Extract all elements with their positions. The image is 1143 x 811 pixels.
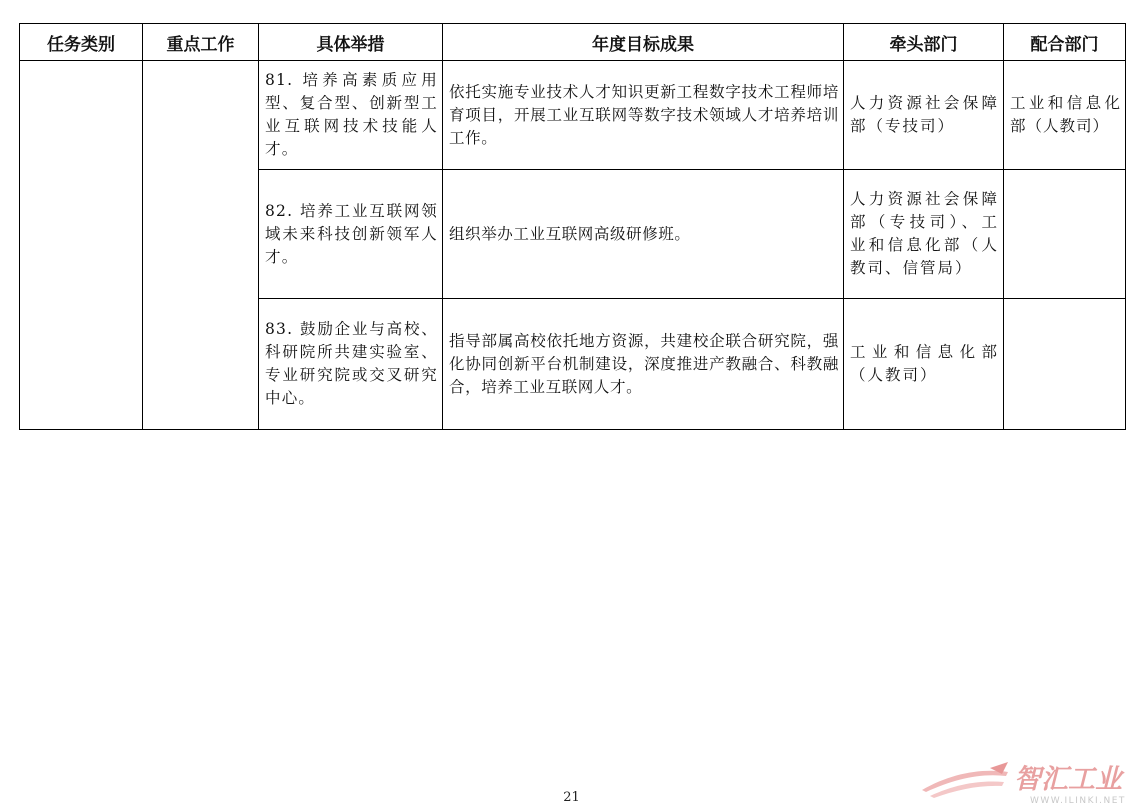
goal-cell: 依托实施专业技术人才知识更新工程数字技术工程师培育项目，开展工业互联网等数字技术领域人才培养培训工作。 [443,61,844,170]
page-number: 21 [563,790,580,805]
header-task-category: 任务类别 [20,24,143,61]
table-header-row [20,24,1126,61]
watermark-brand-text: 智汇工业 [1014,764,1122,795]
table-row [20,61,1126,170]
lead-department-cell: 人力资源社会保障部（专技司） [844,61,1004,170]
header-annual-goals: 年度目标成果 [443,24,844,61]
watermark-url-text: WWW.ILINKI.NET [1030,796,1126,806]
lead-department-cell: 人力资源社会保障部（专技司）、工业和信息化部（人教司、信管局） [844,170,1004,299]
key-work-cell [143,61,259,430]
header-specific-measures: 具体举措 [259,24,443,61]
cooperating-department-cell [1004,170,1126,299]
header-cooperating-department: 配合部门 [1004,24,1126,61]
watermark-logo [920,760,1135,806]
cooperating-department-cell: 工业和信息化部（人教司） [1004,61,1126,170]
header-key-work: 重点工作 [143,24,259,61]
task-category-cell [20,61,143,430]
watermark-swoosh-icon [922,762,1008,798]
goal-cell: 指导部属高校依托地方资源，共建校企联合研究院，强化协同创新平台机制建设，深度推进产教融合、科教融合，培养工业互联网人才。 [443,299,844,430]
header-lead-department: 牵头部门 [844,24,1004,61]
goal-cell: 组织举办工业互联网高级研修班。 [443,170,844,299]
measure-cell: 81. 培养高素质应用型、复合型、创新型工业互联网技术技能人才。 [259,61,443,170]
cooperating-department-cell [1004,299,1126,430]
measure-cell: 82. 培养工业互联网领域未来科技创新领军人才。 [259,170,443,299]
task-table [19,23,1126,430]
measure-cell: 83. 鼓励企业与高校、科研院所共建实验室、专业研究院或交叉研究中心。 [259,299,443,430]
lead-department-cell: 工业和信息化部（人教司） [844,299,1004,430]
